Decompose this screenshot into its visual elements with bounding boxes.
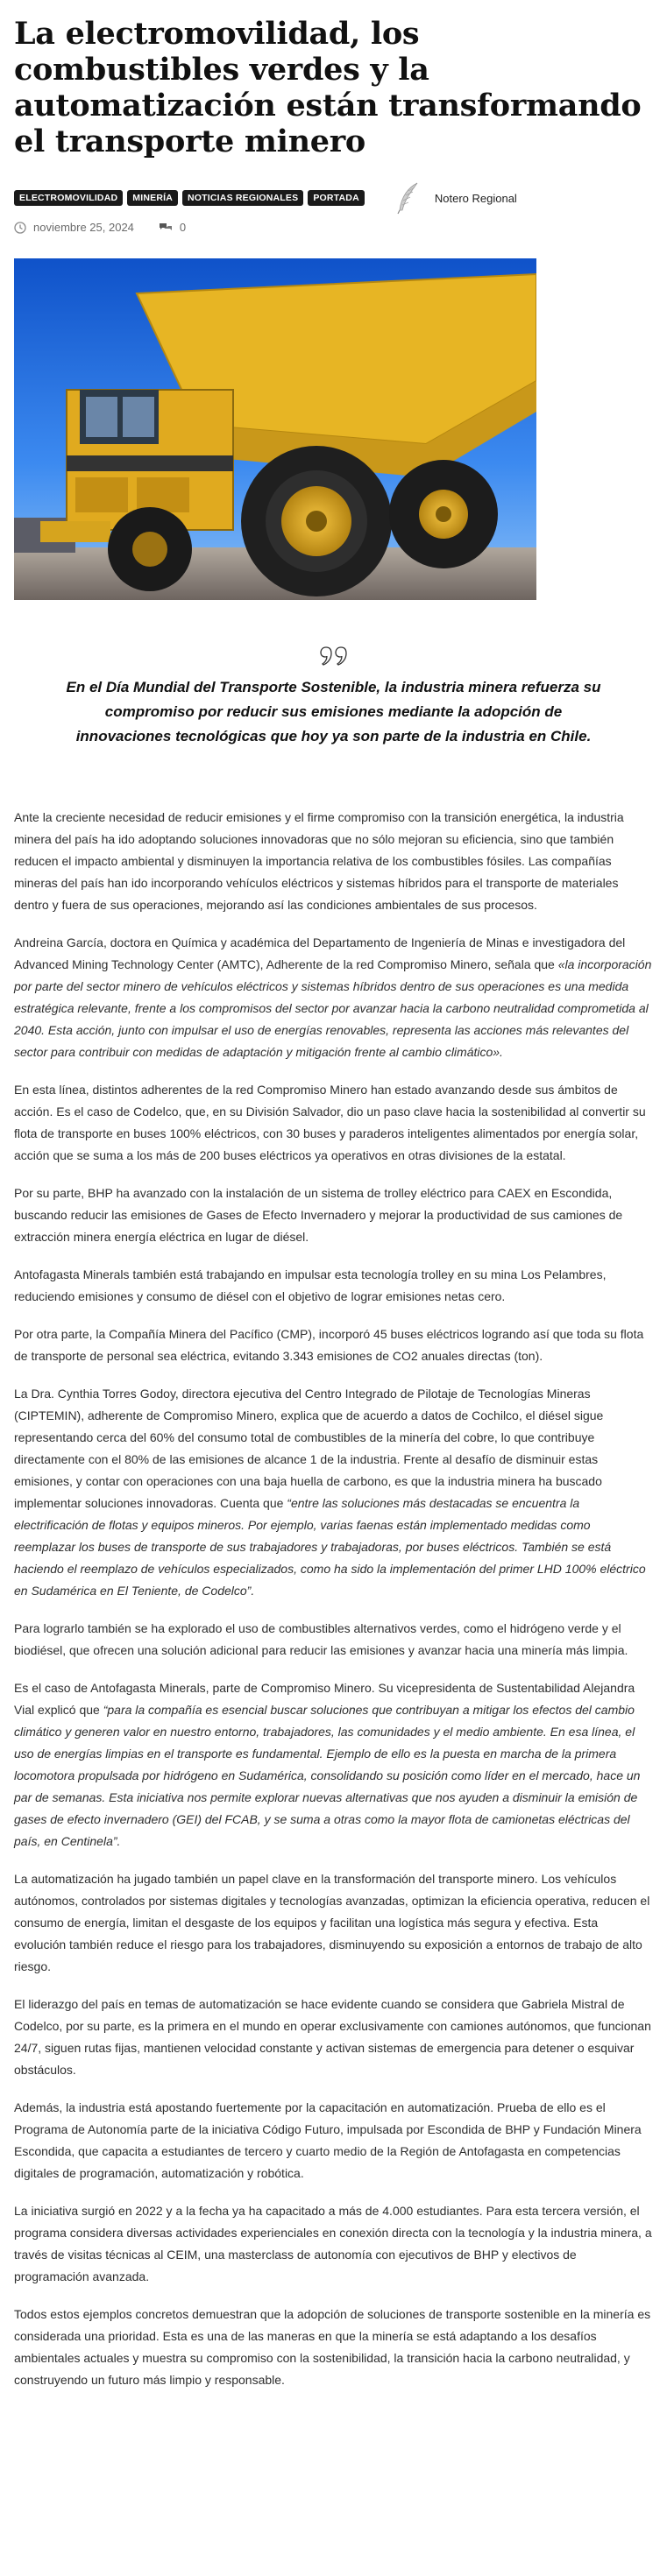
author-name[interactable]: Notero Regional [434,191,517,205]
comments-link[interactable] [159,221,186,234]
publish-date: noviembre 25, 2024 [33,221,134,234]
paragraph: El liderazgo del país en temas de automatización se hace evidente cuando se considera que Gabriela Mistral de Codelco, por su parte, es la primera en el mundo en operar exclusivamente con camiones autónomos, que funcionan 24/7, siguen rutas fijas, mantienen velocidad constante y activan sistemas de emergencia para detener o esquivar obstáculos. [14,1997,651,2077]
paragraph: Antofagasta Minerals también está trabajando en impulsar esta tecnología trolley en su mina Los Pelambres, reduciendo emisiones y consumo de diésel con el objetivo de lograr emisiones netas cero. [14,1267,607,1303]
pullquote-text: En el Día Mundial del Transporte Sostenible, la industria minera refuerza su compromiso por reducir sus emisiones mediante la adopción de innovaciones tecnológicas que hoy ya son parte de la industria en Chile. [66,679,601,745]
paragraph: Para lograrlo también se ha explorado el uso de combustibles alternativos verdes, como el hidrógeno verde y el biodiésel, que ofrecen una solución adicional para reducir las emisiones y avanzar hacia una minería más limpia. [14,1621,628,1657]
article-title: La electromovilidad, los combustibles verdes y la automatización están transformando el transporte minero [14,16,642,159]
author[interactable] [391,180,517,215]
paragraph: Por su parte, BHP ha avanzado con la instalación de un sistema de trolley eléctrico para CAEX en Escondida, buscando reducir las emisiones de Gases de Efecto Invernadero y mejorar la productividad de sus camiones de extracción minera energía eléctrica en lugar de diésel. [14,1186,623,1244]
paragraph-text: La Dra. Cynthia Torres Godoy, directora ejecutiva del Centro Integrado de Pilotaje de Tecnologías Mineras (CIPTEMIN), adherente de Compromiso Minero, explica que de acuerdo a datos de Cochilco, el diésel sigue representando cerca del 60% del consumo total de combustibles de la minería del cobre, lo que contribuye directamente con el 80% de las emisiones de alcance 1 de la industria. Frente al desafío de disminuir estas emisiones, y contar con operaciones con una baja huella de carbono, es que la industria minera ha buscado implementar soluciones innovadoras. Cuenta que [14,1387,604,1510]
paragraph-text: Andreina García, doctora en Química y académica del Departamento de Ingeniería de Minas e investigadora del Advanced Mining Technology Center (AMTC), Adherente de la red Compromiso Minero, señala que [14,935,626,971]
paragraph-text: Es el caso de Antofagasta Minerals, parte de Compromiso Minero. Su vicepresidenta de Sustentabilidad Alejandra Vial explicó que [14,1681,635,1717]
paragraph [14,1677,653,1853]
tag-mineria[interactable]: MINERÍA [127,190,178,206]
paragraph: En esta línea, distintos adherentes de la red Compromiso Minero han estado avanzando desde sus ámbitos de acción. Es el caso de Codelco, que, en su División Salvador, dio un paso clave hacia la sostenibilidad al convertir su flota de transporte en buses 100% eléctricos, con 30 buses y paraderos inteligentes alimentados por energía solar, acción que se suma a los más de 200 buses eléctricos ya operativos en otras divisiones de la estatal. [14,1083,646,1162]
tag-list [14,190,365,206]
paragraph: Ante la creciente necesidad de reducir emisiones y el firme compromiso con la transición energética, la industria minera del país ha ido adoptando soluciones innovadoras que no sólo mejoran su eficiencia, sino que también reducen el impacto ambiental y disminuyen la importancia relativa de los combustibles fósiles. Las compañías mineras del país han ido incorporando vehículos eléctricos y sistemas híbridos para el transporte de materiales dentro y fuera de sus operaciones, mejorando así las condiciones ambientales de sus procesos. [14,810,624,912]
tag-electromovilidad[interactable]: ELECTROMOVILIDAD [14,190,123,206]
paragraph [14,1383,653,1602]
quote-text: “entre las soluciones más destacadas se encuentra la electrificación de flotas y equipos mineros. Por ejemplo, varias faenas están implementado medidas como reemplazar los buses de transporte de sus trabajadores y trabajadoras, por buses eléctricos. También se está haciendo el reemplazo de vehículos especializados, como ha sido la implementación del primer LHD 100% eléctrico en Sudamérica en El Teniente, de Codelco”. [14,1496,646,1598]
paragraph: Todos estos ejemplos concretos demuestran que la adopción de soluciones de transporte sostenible en la minería es considerada una prioridad. Esta es una de las maneras en que la minería se está adaptando a los desafíos ambientales actuales y muestra su compromiso con la sostenibilidad, la transición hacia la carbono neutralidad, y construyendo un futuro más limpio y responsable. [14,2307,651,2387]
hero-image [14,258,536,600]
comments-icon [159,222,173,234]
meta-row [14,179,653,217]
paragraph: La iniciativa surgió en 2022 y a la fecha ya ha capacitado a más de 4.000 estudiantes. Para esta tercera versión, el programa considera diversas actividades experienciales en conexión directa con la tecnología y la industria minera, a través de visitas técnicas al CEIM, una masterclass de autonomía con ejecutivos de BHP y electivos de programación avanzada. [14,2204,652,2283]
comment-count: 0 [179,221,187,234]
feather-avatar-icon [391,180,426,215]
tag-portada[interactable]: PORTADA [308,190,365,206]
quote-text: “para la compañía es esencial buscar soluciones que contribuyan a mitigar los efectos del cambio climático y generen valor en nuestro entorno, trabajadores, las comunidades y el medio ambiente. En esa línea, el uso de energías limpias en el transporte es fundamental. Ejemplo de ello es la puesta en marcha de la primera locomotora propulsada por hidrógeno en Sudamérica, consolidando su posición como líder en el mercado, hace un par de semanas. Esta iniciativa nos permite explorar nuevas alternativas que nos ayuden a disminuir la emisión de gases de efecto invernadero (GEI) del FCAB, y se suma a otras como la mayor flota de camionetas eléctricas del país, en Centinela”. [14,1703,641,1848]
paragraph: Por otra parte, la Compañía Minera del Pacífico (CMP), incorporó 45 buses eléctricos logrando así que toda su flota de transporte de personal sea eléctrica, evitando 3.343 emisiones de CO2 anuales directas (ton). [14,1327,644,1363]
pullquote [14,646,653,749]
date-row [14,221,653,234]
paragraph: Además, la industria está apostando fuertemente por la capacitación en automatización. Prueba de ello es el Programa de Autonomía parte de la iniciativa Código Futuro, impulsada por Escondida de BHP y Fundación Minera Escondida, que capacita a estudiantes de tercero y cuarto medio de la Región de Antofagasta en competencias digitales de programación, automatización y robótica. [14,2100,642,2180]
tag-noticias-regionales[interactable]: NOTICIAS REGIONALES [182,190,303,206]
clock-icon [14,222,26,234]
article-body [14,807,653,2391]
paragraph [14,932,653,1063]
paragraph: La automatización ha jugado también un papel clave en la transformación del transporte minero. Los vehículos autónomos, controlados por sistemas digitales y tecnologías avanzadas, optimizan la eficiencia operativa, reducen el consumo de energía, limitan el desgaste de los equipos y facilitan una logística más segura y efectiva. Esta evolución también reduce el riesgo para los trabajadores, disminuyendo su exposición a entornos de trabajo de alto riesgo. [14,1872,650,1973]
quote-icon [320,646,348,667]
quote-text: «la incorporación por parte del sector minero de vehículos eléctricos y sistemas híbridos dentro de sus operaciones es una medida estratégica relevante, frente a los compromisos del sector por avanzar hacia la carbono neutralidad comprometida al 2040. Esta acción, junto con impulsar el uso de energías renovables, representa las acciones más relevantes del sector para contribuir con medidas de adaptación y mitigación frente al cambio climático». [14,957,652,1059]
